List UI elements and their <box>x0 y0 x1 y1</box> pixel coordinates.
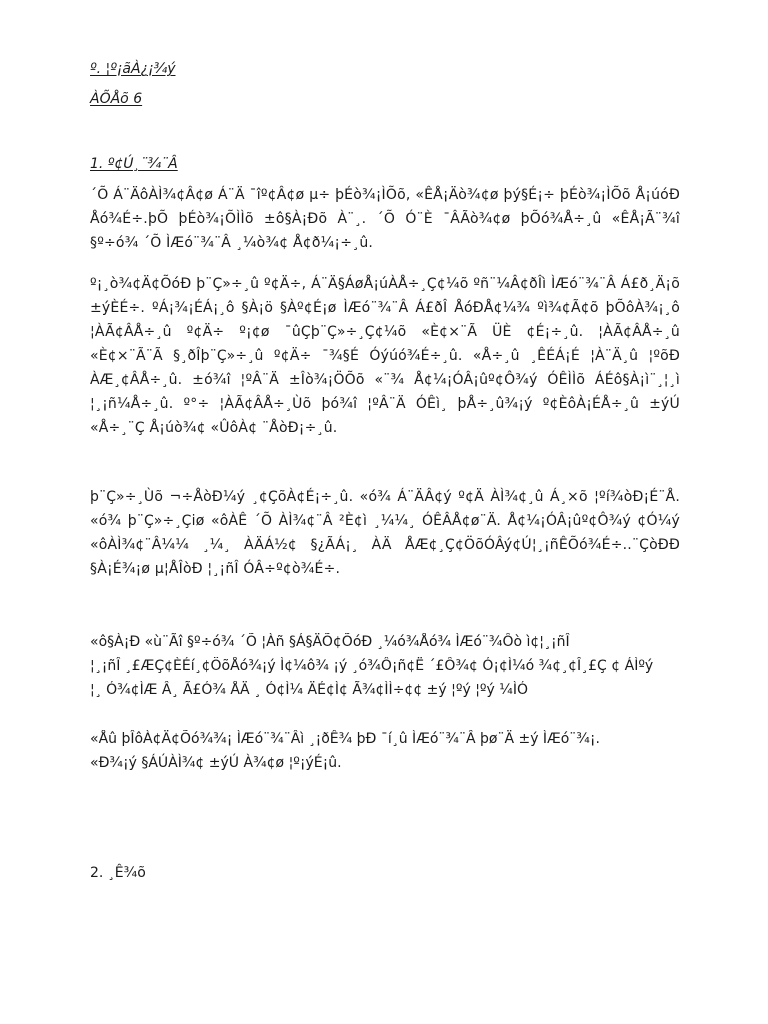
paragraph-1: ´Õ Á¨ÄôÀÌ¾¢Â¢ø Á¨Ä ¯îº¢Â¢ø µ÷ þÉò¾¡ÌÕõ, «ÊÅ¡Äò¾¢ø þý§É¡÷ þÉò¾¡ÌÕõ Å¡úóÐ Åó¾É÷.þÕ þÉò¾¡ÕÌÌõ ±ô§À¡Ðõ À¨¸. ´Õ Ó¨È ¯ÂÃò¾¢ø þÕó¾Å÷¸û «ÊÅ¡Ã¨¾î §º÷ó¾ ´Õ ÌÆó¨¾¨Â ¸¼ò¾¢ Å¢ð¼¡÷¸û. <box>90 187 680 251</box>
paragraph-4-line-3: ¦¸ Ó¾¢ÌÆ Â¸ Ã£Ó¾ ÅÄ ¸ Ó¢Ì¼ ÄÉ¢Ì¢ Ã¾¢ÌÌ÷¢¢ ±ý ¦ºý ¦ºý ¼ÌÓ <box>90 682 528 698</box>
paragraph-3: þ¨Ç»÷¸Ùõ ¬÷ÅòÐ¼ý ¸¢ÇõÀ¢É¡÷¸û. «ó¾ Á¨ÄÂ¢ý º¢Ä ÀÌ¾¢¸û Á¸×õ ¦ºí¾òÐ¡É¨Å. «ó¾ þ¨Ç»÷¸Çiø «ôÀÊ ´Õ ÀÌ¾¢¨Â ²È¢ì ¸¼¼¸ ÓÊÂÅ¢ø¨Ä. Å¢¼¡ÓÂ¡ûº¢Ô¾ý ¢Ó¼ý «ôÀÌ¾¢¨Â¼¼ ¸¼¸ ÀÄÁ½¢ §¿ÃÁ¡¸ ÀÄ ÅÆ¢¸Ç¢ÖõÓÂý¢Ú¦¸¡ñÊÕó¾É÷..¨ÇòÐÐ §À¡É¾¡ø µ¦ÅÎòÐ ¦¸¡ñÎ ÓÂ÷º¢ò¾É÷. <box>90 489 680 577</box>
section-heading-1: 1. º¢Ú¸¨¾¨Â <box>90 156 178 172</box>
paragraph-4-line-1: «ô§À¡Ð «ù¨Ãî §º÷ó¾ ´Õ ¦Àñ §Á§ÄÕ¢ÕóÐ ¸¼ó¾Åó¾ ÌÆó¨¾Ôò ì¢¦¸¡ñÎ <box>90 634 570 650</box>
paragraph-5-line-1: «Åû þÎôÀ¢Ä¢Õó¾¾¡ ÌÆó¨¾¨Âì ¸¡ðÊ¾ þÐ ¯í¸û ÌÆó¨¾¨Â þø¨Ä ±ý ÌÆó¨¾¡. <box>90 731 600 747</box>
document-header-author: º. ¦º¡ãÀ¿¡¾ý <box>90 61 176 77</box>
paragraph-2: º¡¸ò¾¢Ä¢ÕóÐ þ¨Ç»÷¸û º¢Ä÷, Á¨Ä§ÁøÅ¡úÀÅ÷¸Ç¢¼õ ºñ¨¼Â¢ðÎì ÌÆó¨¾¨Â Á£ð¸Ä¡õ ±ýÈÉ÷. ºÁ¡¾¡ÉÁ¡¸ô §À¡ö §Àº¢É¡ø ÌÆó¨¾¨Â Á£ðÎ ÅóÐÅ¢¼¾ ºì¾¢Ã¢õ þÕôÀ¾¡¸ô ¦ÀÃ¢ÂÅ÷¸û º¢Ä÷ º¡¢ø ¯ûÇþ¨Ç»÷¸Ç¢¼õ «È¢×¨Ã ÜÈ ¢É¡÷¸û. ¦ÀÃ¢ÂÅ÷¸û «È¢×¨Ã¨Ã §¸ðÎþ¨Ç»÷¸û º¢Ä÷ ¯¾§É Óýúó¾É÷¸û. «Å÷¸û ¸ÊÉÁ¡É ¦À¨Ä¸û ¦ºõÐ ÀÆ¸¢ÂÅ÷¸û. ±ó¾î ¦ºÂ¨Ä ±Îò¾¡ÖÕõ «¨¾ Å¢¼¡ÓÂ¡ûº¢Ô¾ý ÓÊÌÌõ ÁÉô§À¡ì¨¸¦¸ì ¦¸¡ñ¼Å÷¸û. º°÷ ¦ÀÃ¢ÂÅ÷¸Ùõ þó¾î ¦ºÂ¨Ä ÓÊì¸ þÅ÷¸û¾¡ý º¢ÈôÀ¡ÉÅ÷¸û ±ýÚ «Å÷¸¨Ç Å¡úò¾¢ «ÛôÀ¢ ¨ÅòÐ¡÷¸û. <box>90 276 680 436</box>
paragraph-5-line-2: «Ð¾¡ý §ÁÚÀÌ¾¢ ±ýÚ À¾¢ø ¦º¡ýÉ¡û. <box>90 755 342 771</box>
section-heading-2: 2. ¸Ê¾õ <box>90 865 146 881</box>
paragraph-4-line-2: ¦¸¡ñÎ ¸£ÆÇ¢ÈÉí¸¢ÖõÅó¾¡ý Ì¢¼ô¾ ¡ý ¸ó¾Ô¡ñ¢Ë ´£Ô¾¢ Ó¡¢Ì¼ó ¾¢¸¢Î¸£Ç ¢ ÁÌºý <box>90 658 654 674</box>
document-header-subtitle: ÀÕÅõ 6 <box>90 91 143 107</box>
